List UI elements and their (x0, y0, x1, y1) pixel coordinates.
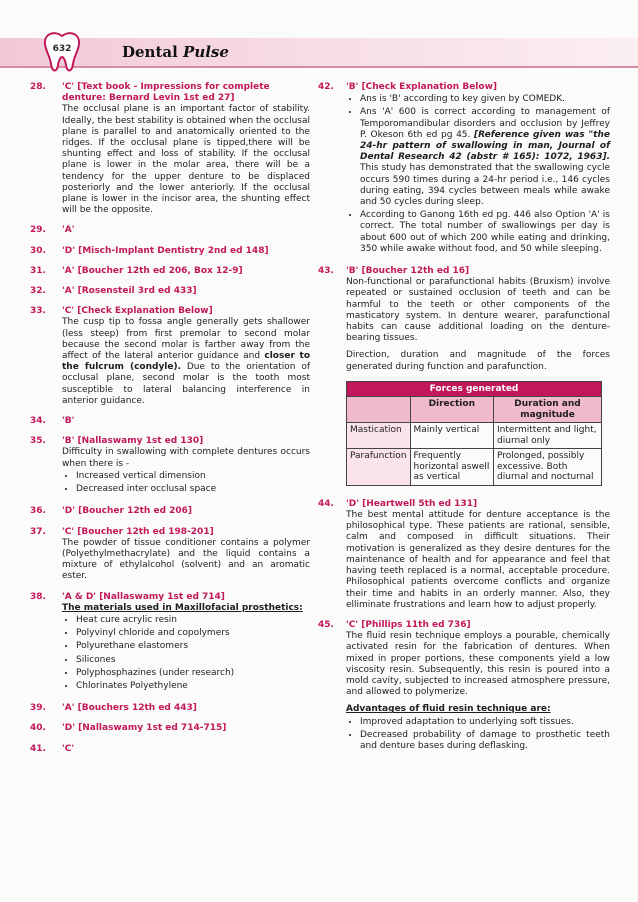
list-item: • Silicones (76, 655, 310, 666)
question-31 (30, 266, 310, 277)
question-number: 34. (30, 416, 46, 427)
subheading: Advantages of fluid resin technique are: (346, 704, 551, 715)
list-item: • Polyvinyl chloride and copolymers (76, 628, 310, 639)
question-number: 28. (30, 82, 46, 92)
list-item: • Polyurethane elastomers (76, 641, 310, 652)
explanation-bold: closer to the fulcrum (condyle). (62, 351, 310, 373)
question-45 (318, 620, 610, 754)
question-number: 38. (30, 591, 46, 602)
answer-key: 'A' [Bouchers 12th ed 443] (62, 703, 197, 714)
page-header (0, 38, 638, 68)
question-40 (30, 723, 310, 734)
explanation: Non-functional or parafunctional habits (Bruxism) involve repeated or sustained occlusion of teeth and can be harmful to the teeth or other components of the masticatory system. In denture wearer, parafunctional habits can cause additional loading on the denture-bearing tissues. (346, 277, 610, 344)
question-38 (30, 592, 310, 695)
answer-key: 'A & D' [Nallaswamy 1st ed 714] (62, 591, 225, 602)
question-44 (318, 499, 610, 611)
answer-key: 'A' [Rosensteil 3rd ed 433] (62, 286, 197, 297)
list-item: • Decreased probability of damage to prosthetic teeth and denture bases during deflasking. (360, 730, 610, 752)
question-number: 45. (318, 619, 334, 630)
answer-key: 'D' [Heartwell 5th ed 131] (346, 498, 478, 509)
explanation: The fluid resin technique employs a pourable, chemically activated resin for the fabrication of dentures. When mixed in proper portions, these components yield a low viscosity resin. Subsequently, this resin is poured into a mold cavity, subjected to increased atmosphere pressure, and allowed to polymerize. (346, 631, 610, 698)
header-band (0, 38, 638, 68)
answer-key: 'D' [Misch-Implant Dentistry 2nd ed 148] (62, 245, 269, 256)
question-number: 35. (30, 436, 46, 447)
question-number: 32. (30, 286, 46, 297)
explanation-text: The cusp tip to fossa angle generally gets shallower (less steep) from first premolar to second molar because the second molar is farther away from the affect of the lateral anterior guidance and (62, 317, 310, 362)
table-header (347, 397, 411, 423)
question-34 (30, 416, 310, 427)
question-42 (318, 82, 610, 257)
brand-word-italic: Pulse (183, 43, 229, 61)
answer-key: 'B' [Boucher 12th ed 16] (346, 266, 470, 277)
table-cell: Mastication (347, 423, 411, 449)
bullet-list (346, 94, 610, 255)
bullet-list (346, 717, 610, 753)
question-32 (30, 286, 310, 297)
explanation: The powder of tissue conditioner contains a polymer (Polyethylmethacrylate) and the liquid contains a mixture of ethylalcohol (solvent) and an aromatic ester. (62, 537, 310, 582)
explanation: The occlusal plane is an important factor of stability. Ideally, the best stability is obtained when the occlusal plane is parallel to and anatomically oriented to the ridges. If the occlusal plane is tipped,there will be shunting effect and loss of stability. If the occlusal plane is lower in the molar area, there will be a tendency for the upper denture to be displaced posteriorly and the lower anteriorly. If the occlusal plane is lower in the incisor area, the shunting effect will be the opposite. (62, 104, 310, 216)
question-number: 39. (30, 703, 46, 714)
list-item: • Ans is 'B' according to key given by COMEDK. (360, 94, 610, 105)
answer-key: 'C' [Phillips 11th ed 736] (346, 619, 471, 630)
reference-text: [Reference given was "the 24-hr pattern of swallowing in man, Journal of Dental Research 42 (abstr # 165): 1072, 1963]. (360, 129, 610, 163)
bullet-list (62, 615, 310, 692)
list-item: • Heat cure acrylic resin (76, 615, 310, 626)
bullet-list (62, 471, 310, 495)
question-number: 40. (30, 723, 46, 734)
answer-key: 'B' (62, 416, 75, 427)
list-item: • Polyphosphazines (under research) (76, 668, 310, 679)
explanation: Difficulty in swallowing with complete dentures occurs when there is - (62, 447, 310, 469)
table-cell: Parafunction (347, 449, 411, 486)
question-number: 42. (318, 82, 334, 92)
explanation: Direction, duration and magnitude of the forces generated during function and parafunction. (346, 350, 610, 372)
left-column (30, 82, 310, 764)
answer-key: 'B' [Check Explanation Below] (346, 82, 497, 92)
question-41 (30, 744, 310, 755)
answer-key: 'A' [Boucher 12th ed 206, Box 12-9] (62, 265, 243, 276)
forces-table (346, 381, 602, 486)
question-37 (30, 527, 310, 583)
question-number: 33. (30, 306, 46, 317)
list-item: • According to Ganong 16th ed pg. 446 also Option 'A' is correct. The total number of swallowings per day is about 600 out of which 200 while eating and drinking, 350 while awake without food, and 50 while sleeping. (360, 210, 610, 255)
table-caption: Forces generated (347, 381, 602, 397)
answer-key: 'C' (62, 743, 75, 754)
list-item: • Decreased inter occlusal space (76, 484, 310, 495)
table-cell: Frequently horizontal aswell as vertical (410, 449, 494, 486)
question-29 (30, 225, 310, 236)
list-item (360, 107, 610, 208)
brand-title (122, 43, 229, 61)
question-30 (30, 246, 310, 257)
question-number: 43. (318, 266, 334, 277)
explanation (62, 317, 310, 407)
subheading: The materials used in Maxillofacial prosthetics: (62, 602, 303, 613)
header-rule (0, 66, 638, 68)
question-number: 31. (30, 265, 46, 276)
table-header: Direction (410, 397, 494, 423)
brand-word: Dental (122, 43, 178, 61)
question-number: 41. (30, 743, 46, 754)
question-43 (318, 266, 610, 490)
answer-key: 'A' (62, 225, 75, 236)
question-28 (30, 82, 310, 216)
table-cell: Intermittent and light, diurnal only (494, 423, 602, 449)
question-number: 36. (30, 506, 46, 517)
answer-key: 'D' [Boucher 12th ed 206] (62, 506, 193, 517)
question-36 (30, 506, 310, 517)
question-number: 30. (30, 245, 46, 256)
list-item: • Improved adaptation to underlying soft tissues. (360, 717, 610, 728)
question-number: 44. (318, 498, 334, 509)
table-cell: Mainly vertical (410, 423, 494, 449)
question-number: 37. (30, 526, 46, 537)
table-row (347, 449, 602, 486)
table-row (347, 423, 602, 449)
question-33 (30, 306, 310, 407)
answer-key: 'D' [Nallaswamy 1st ed 714-715] (62, 723, 227, 734)
table-cell: Prolonged, possibly excessive. Both diurnal and nocturnal (494, 449, 602, 486)
explanation: The best mental attitude for denture acceptance is the philosophical type. These patients are rational, sensible, calm and composed in difficult situations. Their motivation is generalized as they desire dentures for the maintenance of health and for appearance and feel that having teeth replaced is a normal, acceptable procedure. Philosophical patients overcome conflicts and organize their time and habits in an orderly manner. Also, they elliminate frustrations and learn how to adjust properly. (346, 510, 610, 610)
answer-key: 'C' [Boucher 12th ed 198-201] (62, 526, 214, 537)
explanation-text: Due to the orientation of occlusal plane, second molar is the tooth most susceptible to lateral balancing interference in anterior guidance. (62, 362, 310, 406)
answer-key: 'C' [Text book - Impressions for complete denture: Bernard Levin 1st ed 27] (62, 82, 270, 104)
question-39 (30, 703, 310, 714)
table-header: Duration and magnitude (494, 397, 602, 423)
list-text: Ans 'A' 600 is correct according to management of Temporomandibular disorders and occlusion by Jeffrey P. Okeson 6th ed pg 45. (360, 107, 610, 140)
answer-key: 'B' [Nallaswamy 1st ed 130] (62, 436, 204, 447)
question-number: 29. (30, 225, 46, 236)
page-number: 632 (52, 44, 72, 54)
list-item: • Increased vertical dimension (76, 471, 310, 482)
question-35 (30, 436, 310, 497)
answer-key: 'C' [Check Explanation Below] (62, 306, 213, 317)
right-column (318, 82, 610, 763)
list-item: • Chlorinates Polyethylene (76, 681, 310, 692)
list-text: This study has demonstrated that the swallowing cycle occurs 590 times during a 24-hr period i.e., 146 cycles during eating, 394 cycles between meals while awake and 50 cycles during sleep. (360, 163, 610, 208)
